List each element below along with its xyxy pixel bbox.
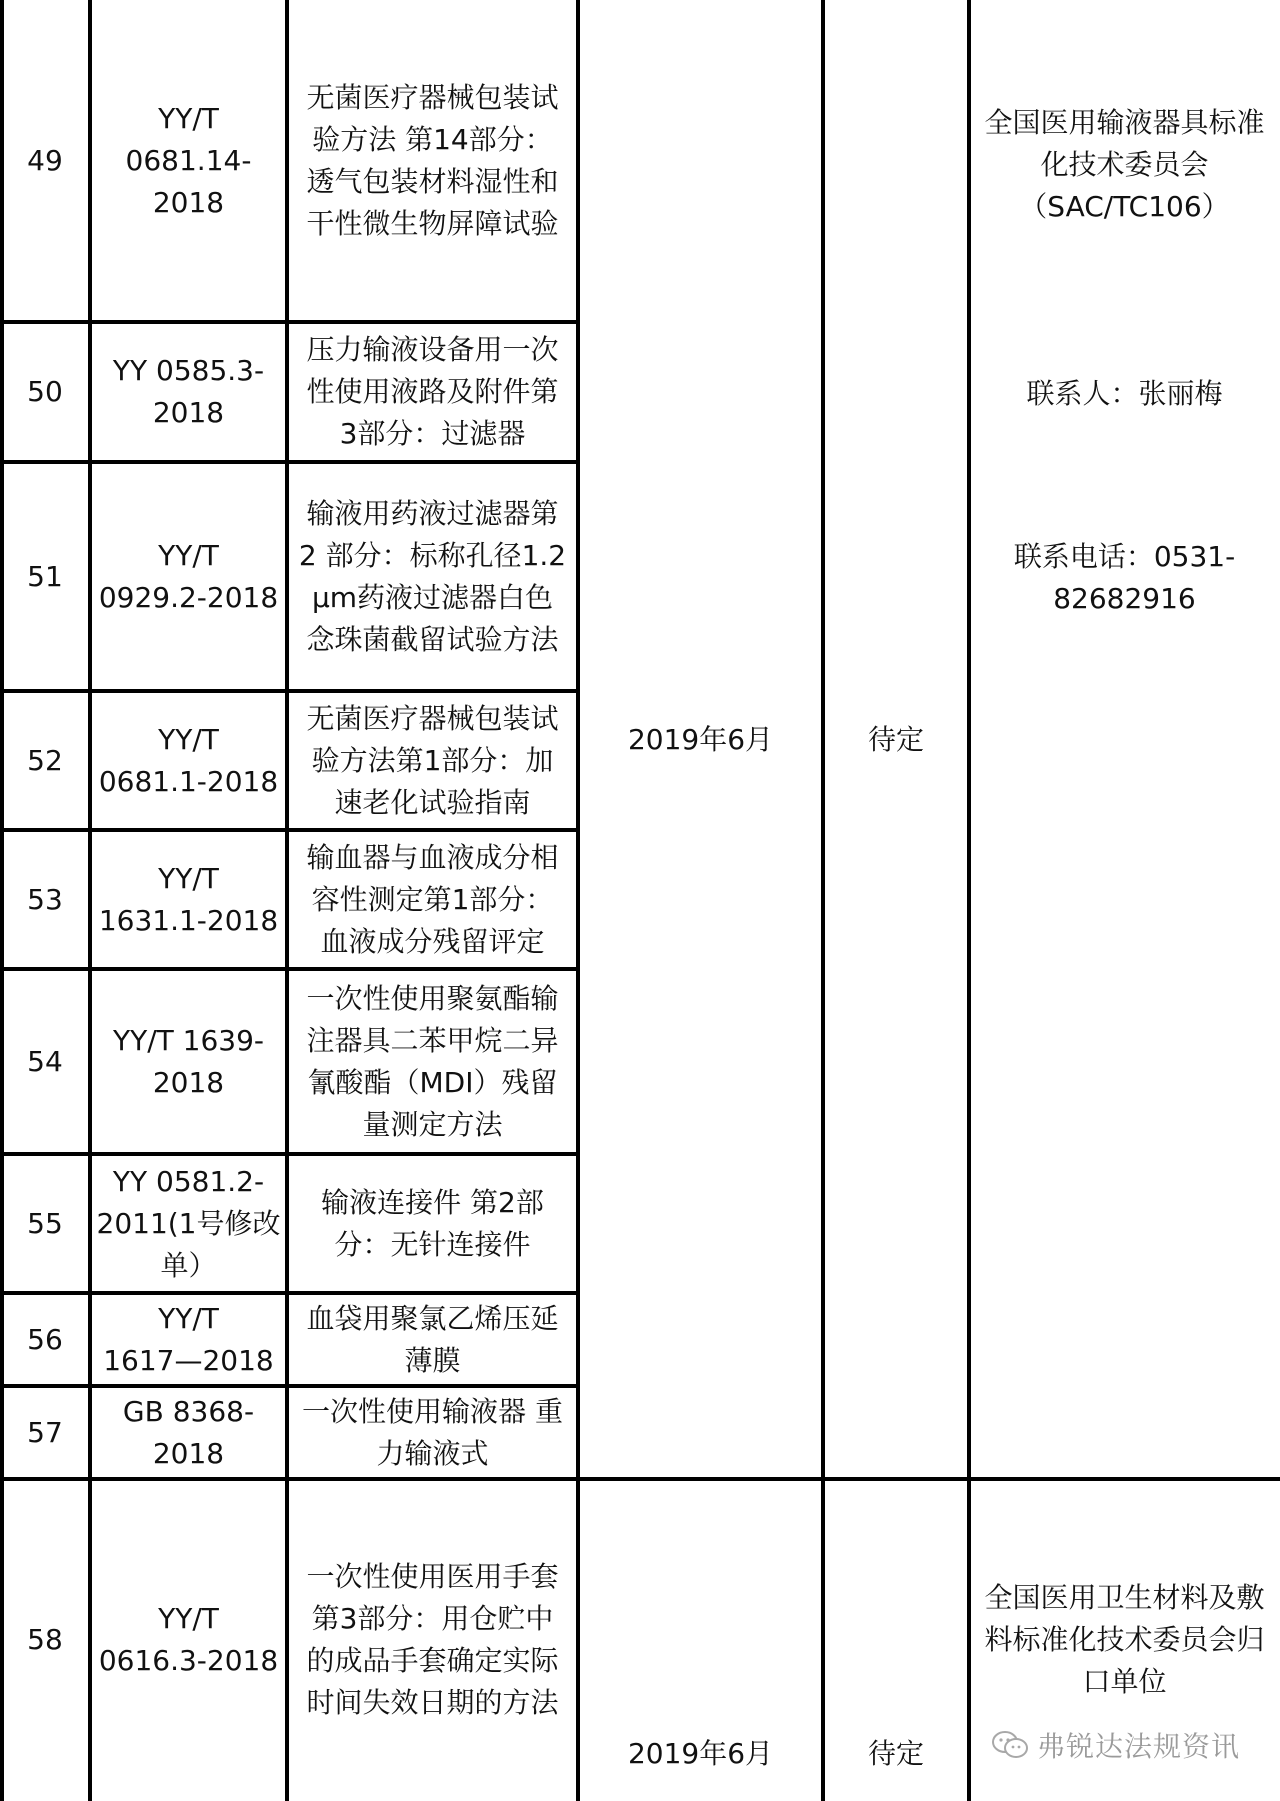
grid-line [0, 967, 580, 971]
standard-code: YY/T 0681.14- 2018 [125, 102, 252, 219]
row-number: 53 [27, 882, 63, 916]
grid-line [0, 460, 580, 464]
standard-code: YY 0581.2- 2011(1号修改 单） [96, 1164, 281, 1282]
committee-name: 全国医用输液器具标准 化技术委员会 （SAC/TC106） [984, 106, 1265, 223]
standard-code: YY/T 1639- 2018 [112, 1023, 264, 1099]
wechat-icon [991, 1730, 1029, 1760]
standard-code: YY/T 1631.1-2018 [98, 861, 279, 937]
grid-line [0, 689, 580, 693]
standard-title: 一次性使用聚氨酯输 注器具二苯甲烷二异 氰酸酯（MDI）残留 量测定方法 [306, 981, 559, 1141]
standard-code: YY/T 0681.1-2018 [98, 722, 279, 798]
standard-code: GB 8368- 2018 [122, 1394, 255, 1470]
grid-line [967, 0, 971, 1801]
grid-line [88, 0, 92, 1801]
grid-line [0, 828, 580, 832]
implementation-date: 2019年6月 [627, 722, 774, 756]
standard-title: 无菌医疗器械包装试 验方法 第14部分： 透气包装材料湿性和 干性微生物屏障试验 [306, 81, 559, 240]
grid-line [576, 0, 580, 1801]
contact-person: 联系人：张丽梅 [1026, 377, 1223, 410]
grid-line [285, 0, 289, 1801]
standard-code: YY/T 0616.3-2018 [98, 1602, 279, 1677]
standard-title: 无菌医疗器械包装试 验方法第1部分：加 速老化试验指南 [306, 701, 559, 819]
standard-title: 输液连接件 第2部 分：无针连接件 [321, 1185, 544, 1261]
contact-phone: 联系电话：0531- 82682916 [1013, 540, 1236, 615]
standard-code: YY/T 0929.2-2018 [98, 538, 279, 614]
row-number: 58 [27, 1623, 63, 1656]
watermark [991, 1725, 1240, 1765]
implementation-date: 2019年6月 [627, 1737, 774, 1770]
status: 待定 [867, 1737, 924, 1770]
standard-code: YY 0585.3- 2018 [112, 354, 265, 429]
row-number: 51 [27, 559, 63, 593]
standard-title: 压力输液设备用一次 性使用液路及附件第 3部分：过滤器 [306, 333, 559, 450]
grid-line [821, 0, 825, 1801]
row-number: 56 [27, 1322, 63, 1356]
grid-line [0, 1152, 580, 1156]
row-number: 49 [27, 144, 63, 177]
standard-title: 血袋用聚氯乙烯压延 薄膜 [306, 1301, 559, 1377]
row-number: 52 [27, 743, 63, 777]
grid-line [0, 320, 580, 324]
standard-code: YY/T 1617—2018 [103, 1301, 274, 1377]
standard-title: 输血器与血液成分相 容性测定第1部分： 血液成分残留评定 [306, 840, 559, 958]
row-number: 54 [27, 1044, 63, 1078]
row-number: 55 [27, 1206, 63, 1240]
grid-line [0, 1477, 1280, 1481]
committee-name: 全国医用卫生材料及敷 料标准化技术委员会归 口单位 [984, 1581, 1265, 1698]
watermark-text: 弗锐达法规资讯 [1036, 1730, 1240, 1763]
grid-line [0, 0, 4, 1801]
standard-title: 输液用药液过滤器第 2 部分：标称孔径1.2 μm药液过滤器白色 念珠菌截留试验方法 [298, 496, 567, 656]
row-number: 50 [27, 375, 63, 408]
status: 待定 [867, 722, 924, 756]
row-number: 57 [27, 1415, 63, 1449]
grid-line [0, 1384, 580, 1388]
grid-line [0, 1291, 580, 1295]
standard-title: 一次性使用医用手套 第3部分：用仓贮中 的成品手套确定实际 时间失效日期的方法 [306, 1560, 559, 1719]
standard-title: 一次性使用输液器 重 力输液式 [302, 1394, 563, 1470]
